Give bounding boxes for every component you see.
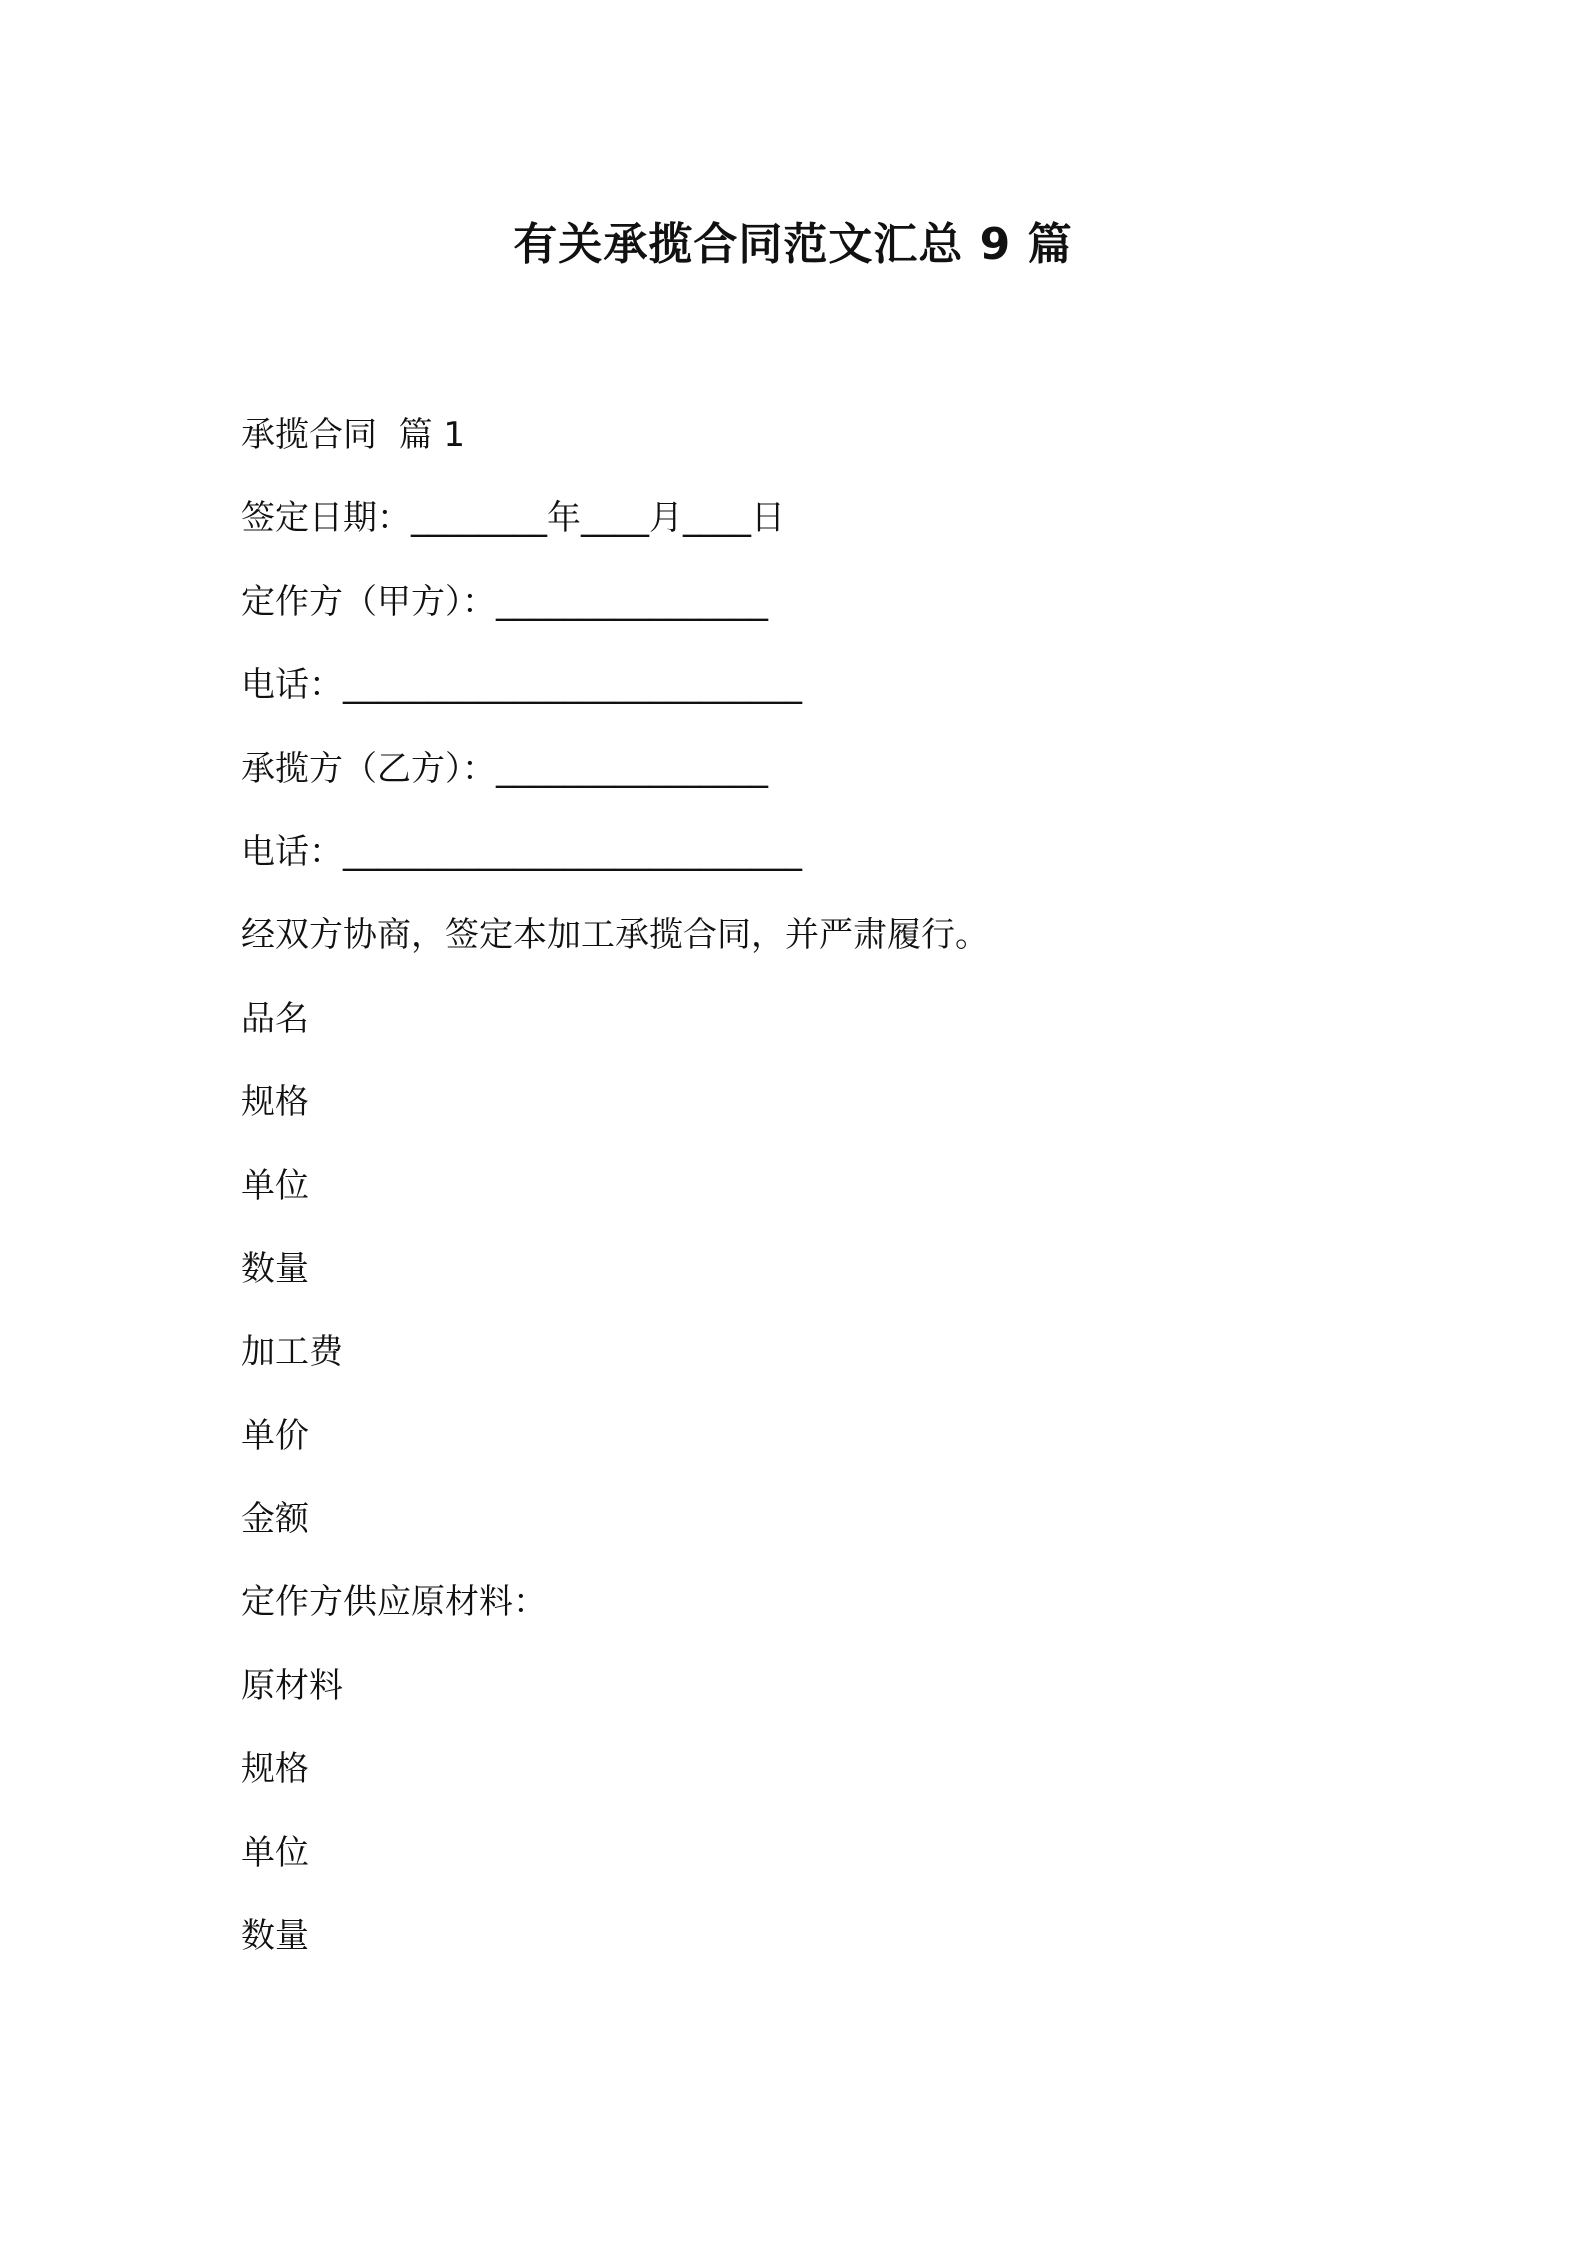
- field-label: 数量: [241, 1916, 309, 1957]
- party-a-phone-line: 电话：___________________________: [241, 665, 802, 706]
- field-label: 金额: [241, 1499, 309, 1540]
- materials-heading: 定作方供应原材料：: [241, 1582, 547, 1623]
- field-label: 数量: [241, 1248, 309, 1289]
- party-a-line: 定作方（甲方）：________________: [241, 581, 768, 622]
- field-label: 单位: [241, 1165, 309, 1206]
- party-b-line: 承揽方（乙方）：________________: [241, 748, 768, 789]
- field-label: 单价: [241, 1415, 309, 1456]
- field-label: 单位: [241, 1832, 309, 1873]
- field-label: 品名: [241, 998, 309, 1039]
- section-heading: 承揽合同 篇 1: [241, 415, 466, 455]
- signing-date-line: 签定日期：________年____月____日: [241, 498, 785, 539]
- field-label: 加工费: [241, 1332, 343, 1373]
- agreement-paragraph: 经双方协商，签定本加工承揽合同，并严肃履行。: [241, 915, 989, 956]
- party-b-phone-line: 电话：___________________________: [241, 831, 802, 872]
- field-label: 原材料: [241, 1665, 343, 1706]
- field-label: 规格: [241, 1082, 309, 1123]
- document-body: [241, 405, 1361, 1989]
- field-label: 规格: [241, 1749, 309, 1790]
- document-title: 有关承揽合同范文汇总 9 篇: [513, 219, 1073, 270]
